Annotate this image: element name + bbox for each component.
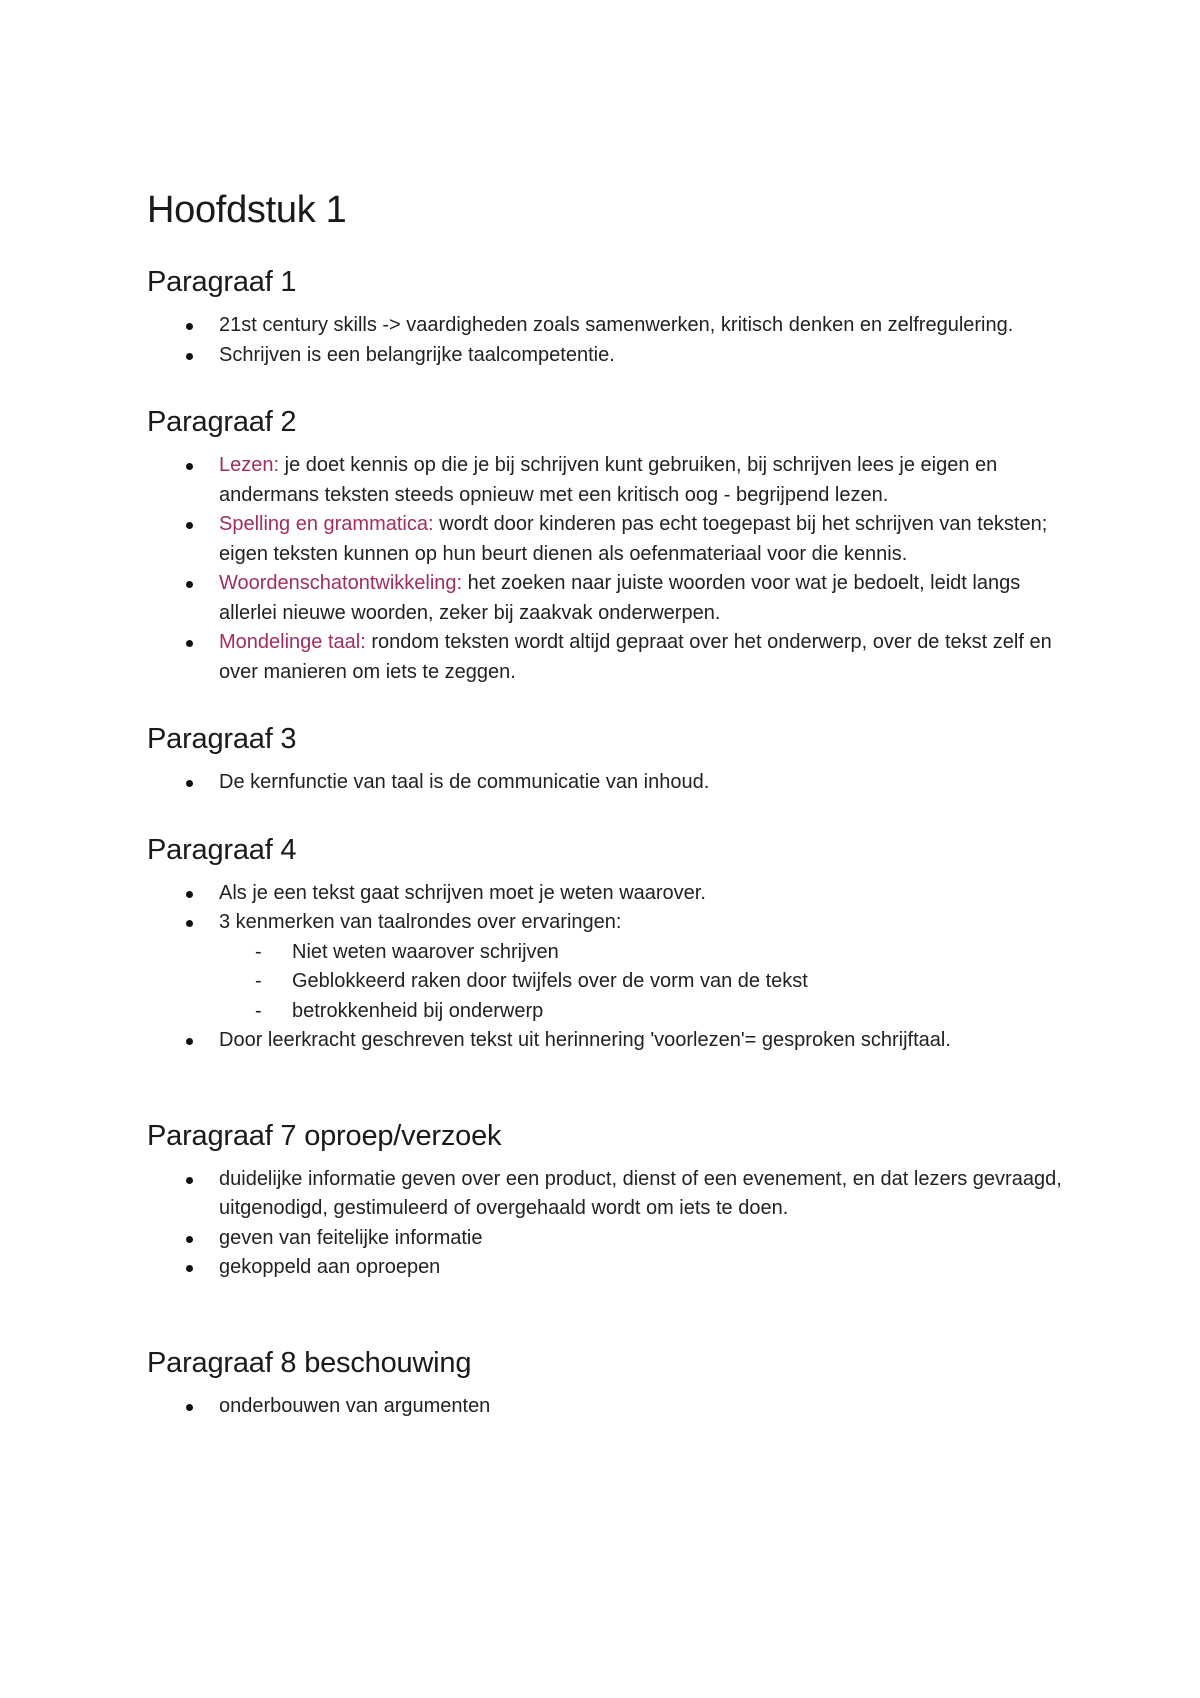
sub-list: [219, 938, 1067, 1027]
term-label: Mondelinge taal:: [219, 631, 366, 653]
list-item: onderbouwen van argumenten: [147, 1392, 1067, 1422]
bullet-list: [147, 451, 1067, 687]
list-item: 21st century skills -> vaardigheden zoals samenwerken, kritisch denken en zelfregulering.: [147, 311, 1067, 341]
section-title: Paragraaf 8 beschouwing: [147, 1346, 472, 1379]
section-title: Paragraaf 1: [147, 266, 297, 298]
term-label: Woordenschatontwikkeling:: [219, 572, 463, 594]
bullet-list: [147, 311, 1067, 370]
list-item: Lezen: je doet kennis op die je bij schrijven kunt gebruiken, bij schrijven lees je eigen en andermans teksten steeds opnieuw met een kritisch oog - begrijpend lezen.: [147, 451, 1067, 510]
bullet-list: [147, 1392, 1067, 1422]
term-label: Spelling en grammatica:: [219, 513, 434, 535]
section-title: Paragraaf 3: [147, 723, 297, 755]
list-item: duidelijke informatie geven over een product, dienst of een evenement, en dat lezers gevraagd, uitgenodigd, gestimuleerd of overgehaald wordt om iets te doen.: [147, 1165, 1067, 1224]
list-item: geven van feitelijke informatie: [147, 1224, 1067, 1254]
document-page: [147, 180, 1067, 1421]
section-title: Paragraaf 2: [147, 406, 297, 438]
sub-list-item: - Niet weten waarover schrijven: [219, 938, 1067, 968]
section-paragraaf-1: [147, 262, 1067, 370]
section-title: Paragraaf 4: [147, 833, 297, 866]
list-item: Door leerkracht geschreven tekst uit herinnering 'voorlezen'= gesproken schrijftaal.: [147, 1026, 1067, 1056]
section-paragraaf-3: [147, 719, 1067, 798]
term-label: Lezen:: [219, 454, 280, 476]
sub-list-item: - betrokkenheid bij onderwerp: [219, 997, 1067, 1027]
list-item: De kernfunctie van taal is de communicatie van inhoud.: [147, 768, 1067, 798]
list-item: Spelling en grammatica: wordt door kinderen pas echt toegepast bij het schrijven van teksten; eigen teksten kunnen op hun beurt dienen als oefenmateriaal voor die kennis.: [147, 510, 1067, 569]
section-paragraaf-2: [147, 402, 1067, 687]
list-item: gekoppeld aan oproepen: [147, 1253, 1067, 1283]
bullet-list: [147, 1165, 1067, 1283]
list-item: Als je een tekst gaat schrijven moet je weten waarover.: [147, 879, 1067, 909]
list-item: Schrijven is een belangrijke taalcompetentie.: [147, 341, 1067, 371]
section-paragraaf-7: [147, 1116, 1067, 1283]
section-paragraaf-4: [147, 830, 1067, 1056]
list-item: 3 kenmerken van taalrondes over ervaringen: - Niet weten waarover schrijven - Geblokkeerd raken door twijfels over de vorm van de tekst - betrokkenheid bij onderwerp: [147, 908, 1067, 1026]
list-item: Woordenschatontwikkeling: het zoeken naar juiste woorden voor wat je bedoelt, leidt langs allerlei nieuwe woorden, zeker bij zaakvak onderwerpen.: [147, 569, 1067, 628]
list-item: Mondelinge taal: rondom teksten wordt altijd gepraat over het onderwerp, over de tekst zelf en over manieren om iets te zeggen.: [147, 628, 1067, 687]
section-paragraaf-8: [147, 1343, 1067, 1422]
bullet-list: [147, 768, 1067, 798]
section-title: Paragraaf 7 oproep/verzoek: [147, 1119, 502, 1152]
bullet-list: [147, 879, 1067, 1056]
chapter-title: Hoofdstuk 1: [147, 189, 347, 231]
sub-list-item: - Geblokkeerd raken door twijfels over de vorm van de tekst: [219, 967, 1067, 997]
